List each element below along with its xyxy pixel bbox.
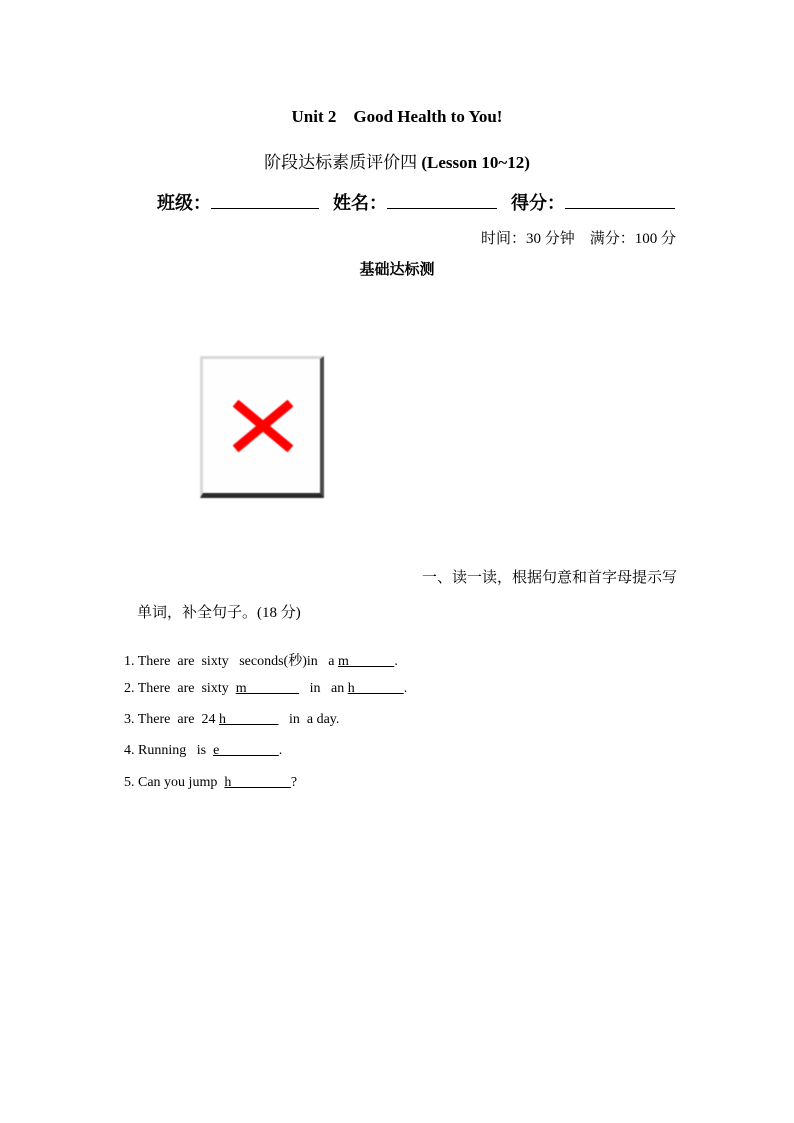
question-text-end: ? — [290, 775, 298, 790]
question-text-middle: in an — [299, 681, 348, 696]
question-text: 5. Can you jump — [124, 775, 225, 790]
answer-blank[interactable]: m — [235, 681, 300, 696]
red-x-icon — [233, 400, 293, 452]
score-label: 得分： — [511, 193, 565, 213]
question-text-end: . — [278, 743, 283, 758]
question-item — [117, 759, 297, 791]
question-1-instructions-line-2: 单词，补全句子。(18 分) — [137, 605, 301, 621]
question-item — [117, 665, 407, 697]
answer-blank[interactable]: h — [347, 681, 404, 696]
question-text: 4. Running is — [124, 743, 214, 758]
unit-title: Unit 2 Good Health to You! — [291, 107, 503, 126]
student-info-row — [157, 189, 675, 215]
class-field[interactable] — [211, 189, 319, 209]
question-item — [117, 727, 282, 759]
answer-blank[interactable]: h — [218, 712, 279, 727]
question-item — [117, 696, 339, 728]
question-text: 2. There are sixty — [124, 681, 236, 696]
assessment-subtitle — [0, 148, 794, 173]
name-label: 姓名： — [333, 193, 387, 213]
question-text: 3. There are 24 — [124, 712, 219, 727]
question-text-end: in a day. — [278, 712, 340, 727]
time-and-score-info: 时间：30 分钟 满分：100 分 — [480, 231, 676, 247]
class-label: 班级： — [157, 193, 211, 213]
question-text-end: . — [403, 681, 408, 696]
subtitle-lesson-range: (Lesson 10~12) — [421, 153, 530, 172]
question-1-instructions-line-1: 一、读一读，根据句意和首字母提示写 — [421, 570, 677, 586]
question-text: 1. There are sixty seconds(秒)in a — [124, 654, 338, 669]
answer-blank[interactable]: e — [213, 743, 279, 758]
answer-blank[interactable]: h — [224, 775, 291, 790]
answer-blank[interactable]: m — [337, 654, 395, 669]
broken-image-icon — [200, 356, 324, 498]
question-text-end: . — [394, 654, 398, 669]
name-field[interactable] — [387, 189, 497, 209]
section-heading: 基础达标测 — [359, 262, 435, 278]
subtitle-chinese: 阶段达标素质评价四 — [264, 153, 418, 172]
score-field[interactable] — [565, 189, 675, 209]
